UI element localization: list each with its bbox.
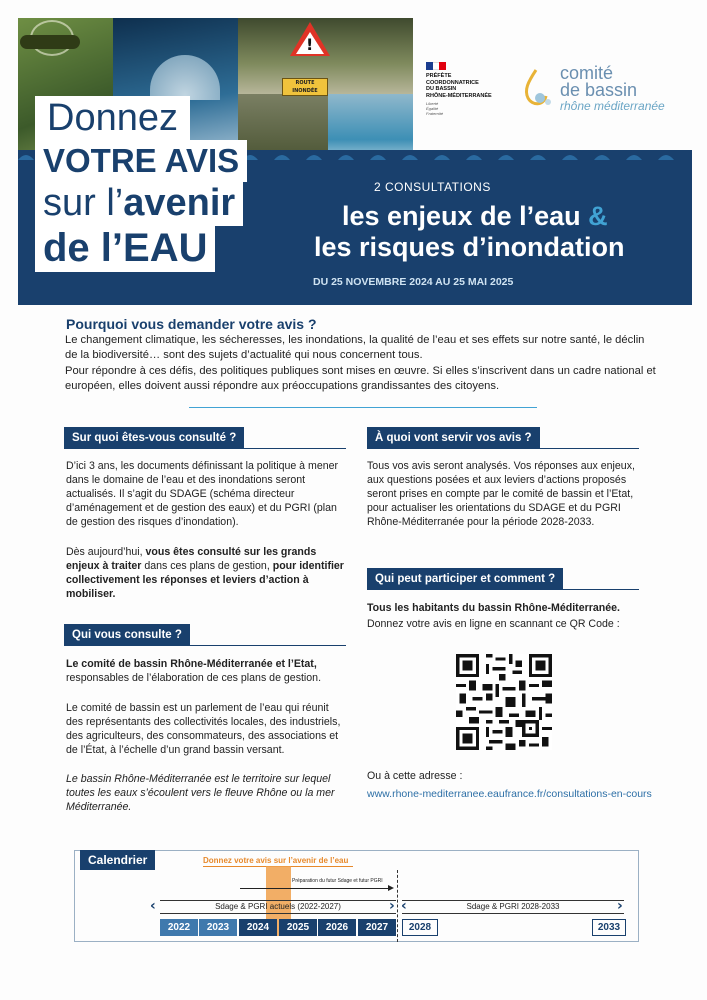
comite-line1: comité — [560, 63, 614, 83]
motto-line: Égalité — [426, 106, 439, 111]
left-para1: D’ici 3 ans, les documents définissant la politique à mener dans le domaine de l’eau et des inondations seront actualisés. Il s’agit du SDAGE (schéma directeur d’aménagement et de gestion des eaux) et du PGRI (plan de gestion des risques d’inondation). — [66, 460, 339, 528]
calendar-orange-label: Donnez votre avis sur l’avenir de l’eau — [203, 856, 349, 865]
left-para3 — [66, 657, 348, 685]
year-cell: 2026 — [318, 919, 356, 936]
left-para2 — [66, 545, 348, 601]
consultation-link[interactable]: www.rhone-mediterranee.eaufrance.fr/consultations-en-cours — [367, 788, 652, 800]
title-line1: Donnez — [35, 96, 190, 140]
year-cell: 2023 — [199, 919, 237, 936]
left-para4: Le comité de bassin est un parlement de l’eau qui réunit des représentants des collectivités locales, des industriels, des agriculteurs, des consommateurs, des associations et de l’État, à l’échelle d’un grand bassin versant. — [66, 702, 341, 756]
divider — [189, 407, 537, 408]
title-line4: de l’EAU — [35, 224, 215, 272]
enjeux-text: les enjeux de l’eau — [342, 201, 589, 231]
chevron-left-icon: ‹ — [150, 898, 156, 914]
title-line3 — [35, 180, 243, 226]
intro-para1: Le changement climatique, les sécheresses, les inondations, la qualité de l’eau et ses effets sur notre santé, le déclin de la biodiversité… sont des sujets d’actualité qui nous concernent tous. — [65, 334, 645, 361]
prefecture-line: COORDONNATRICE — [426, 79, 479, 86]
section-heading-sur-quoi: Sur quoi êtes-vous consulté ? — [64, 427, 244, 449]
title-line3-b: avenir — [123, 182, 236, 224]
left-para5-text: Le bassin Rhône-Méditerranée est le territoire sur lequel toutes les eaux s’écoulent vers le fleuve Rhône ou la mer Méditerranée. — [66, 773, 335, 813]
title-line2: VOTRE AVIS — [35, 140, 247, 182]
dragonfly-body-shape — [20, 35, 80, 49]
current-plan-bar: Sdage & PGRI actuels (2022-2027) — [160, 900, 396, 914]
calendar-prep-label: Préparation du futur Sdage et futur PGRI — [292, 878, 383, 884]
consultations-label: 2 CONSULTATIONS — [374, 180, 491, 194]
arrow-right-icon — [388, 885, 394, 891]
comite-line3: rhône méditerranée — [560, 99, 665, 113]
left-para3-b: Le comité de bassin Rhône-Méditerranée et l’Etat, — [66, 658, 317, 670]
left-para2-c: dans ces plans de gestion, — [141, 560, 273, 572]
left-para2-d: pour identifier collectivement les réponses et leviers d’action à mobiliser. — [66, 560, 344, 600]
years-row — [160, 919, 396, 936]
french-flag-icon — [426, 62, 446, 70]
comite-bassin-logo — [518, 62, 688, 117]
right-para3: Donnez votre avis en ligne en scannant ce QR Code : — [367, 618, 620, 630]
section-underline — [367, 448, 639, 449]
chevron-right-icon: › — [617, 898, 623, 914]
motto-line: Fraternité — [426, 111, 444, 116]
exclamation-icon: ! — [306, 35, 314, 54]
year-cell-2033: 2033 — [592, 919, 626, 936]
prefecture-logo — [426, 62, 516, 117]
year-cell: 2024 — [239, 919, 277, 936]
left-para3-c: responsables de l’élaboration de ces plans de gestion. — [66, 672, 322, 684]
left-para5 — [66, 772, 336, 814]
section-heading-qui-consulte: Qui vous consulte ? — [64, 624, 190, 646]
motto-line: Liberté — [426, 101, 439, 106]
right-para2 — [367, 601, 647, 615]
prep-arrow-line — [240, 888, 392, 889]
section-heading-a-quoi: À quoi vont servir vos avis ? — [367, 427, 540, 449]
year-cell: 2022 — [160, 919, 198, 936]
ampersand: & — [588, 201, 608, 231]
comite-line2: de bassin — [560, 80, 638, 100]
right-para2-text: Tous les habitants du bassin Rhône-Méditerranée. — [367, 602, 620, 614]
section-underline — [64, 645, 346, 646]
future-plan-bar: Sdage & PGRI 2028-2033 — [402, 900, 624, 914]
year-cell-2028: 2028 — [402, 919, 438, 936]
section-underline — [64, 448, 346, 449]
qr-code[interactable] — [456, 654, 552, 750]
year-cell: 2025 — [279, 919, 317, 936]
chevron-right-icon: › — [389, 898, 395, 914]
chevron-left-icon: ‹ — [401, 898, 407, 914]
year-cell: 2027 — [358, 919, 396, 936]
prefecture-line: DU BASSIN — [426, 86, 457, 92]
left-para2-a: Dès aujourd’hui, — [66, 546, 146, 558]
calendar-dashed-separator — [397, 870, 398, 942]
title-line3-a: sur l’ — [43, 182, 124, 224]
section-heading-qui-participe: Qui peut participer et comment ? — [367, 568, 563, 590]
left-para2-b: vous êtes consulté sur les grands enjeux à traiter — [66, 546, 317, 572]
enjeux-line2: les risques d’inondation — [314, 232, 625, 262]
right-para1: Tous vos avis seront analysés. Vos réponses aux enjeux, aux questions posées et aux leviers d’actions proposés seront prises en compte par le comité de bassin et l’Etat, pour actualiser les orientations du SDAGE et du PGRI Rhône-Méditerranée pour la période 2028-2033. — [367, 460, 635, 528]
intro-heading: Pourquoi vous demander votre avis ? — [66, 316, 317, 332]
section-underline — [367, 589, 639, 590]
enjeux-line1 — [342, 201, 608, 232]
calendar-tag: Calendrier — [80, 850, 155, 870]
prefecture-line: PRÉFÈTE — [426, 73, 452, 79]
intro-para2: Pour répondre à ces défis, des politiques publiques sont mises en œuvre. Si elles s’inscrivent dans un cadre national et européen, elles doivent aussi répondre aux préoccupations grandissantes des citoyens. — [65, 365, 656, 392]
consultation-dates: DU 25 NOVEMBRE 2024 AU 25 MAI 2025 — [313, 276, 514, 288]
right-para4: Ou à cette adresse : — [367, 770, 463, 782]
prefecture-line: RHÔNE-MÉDITERRANÉE — [426, 92, 492, 99]
water-drop-swirl-icon — [518, 68, 554, 108]
road-sign: ROUTE INONDÉE — [282, 78, 328, 96]
